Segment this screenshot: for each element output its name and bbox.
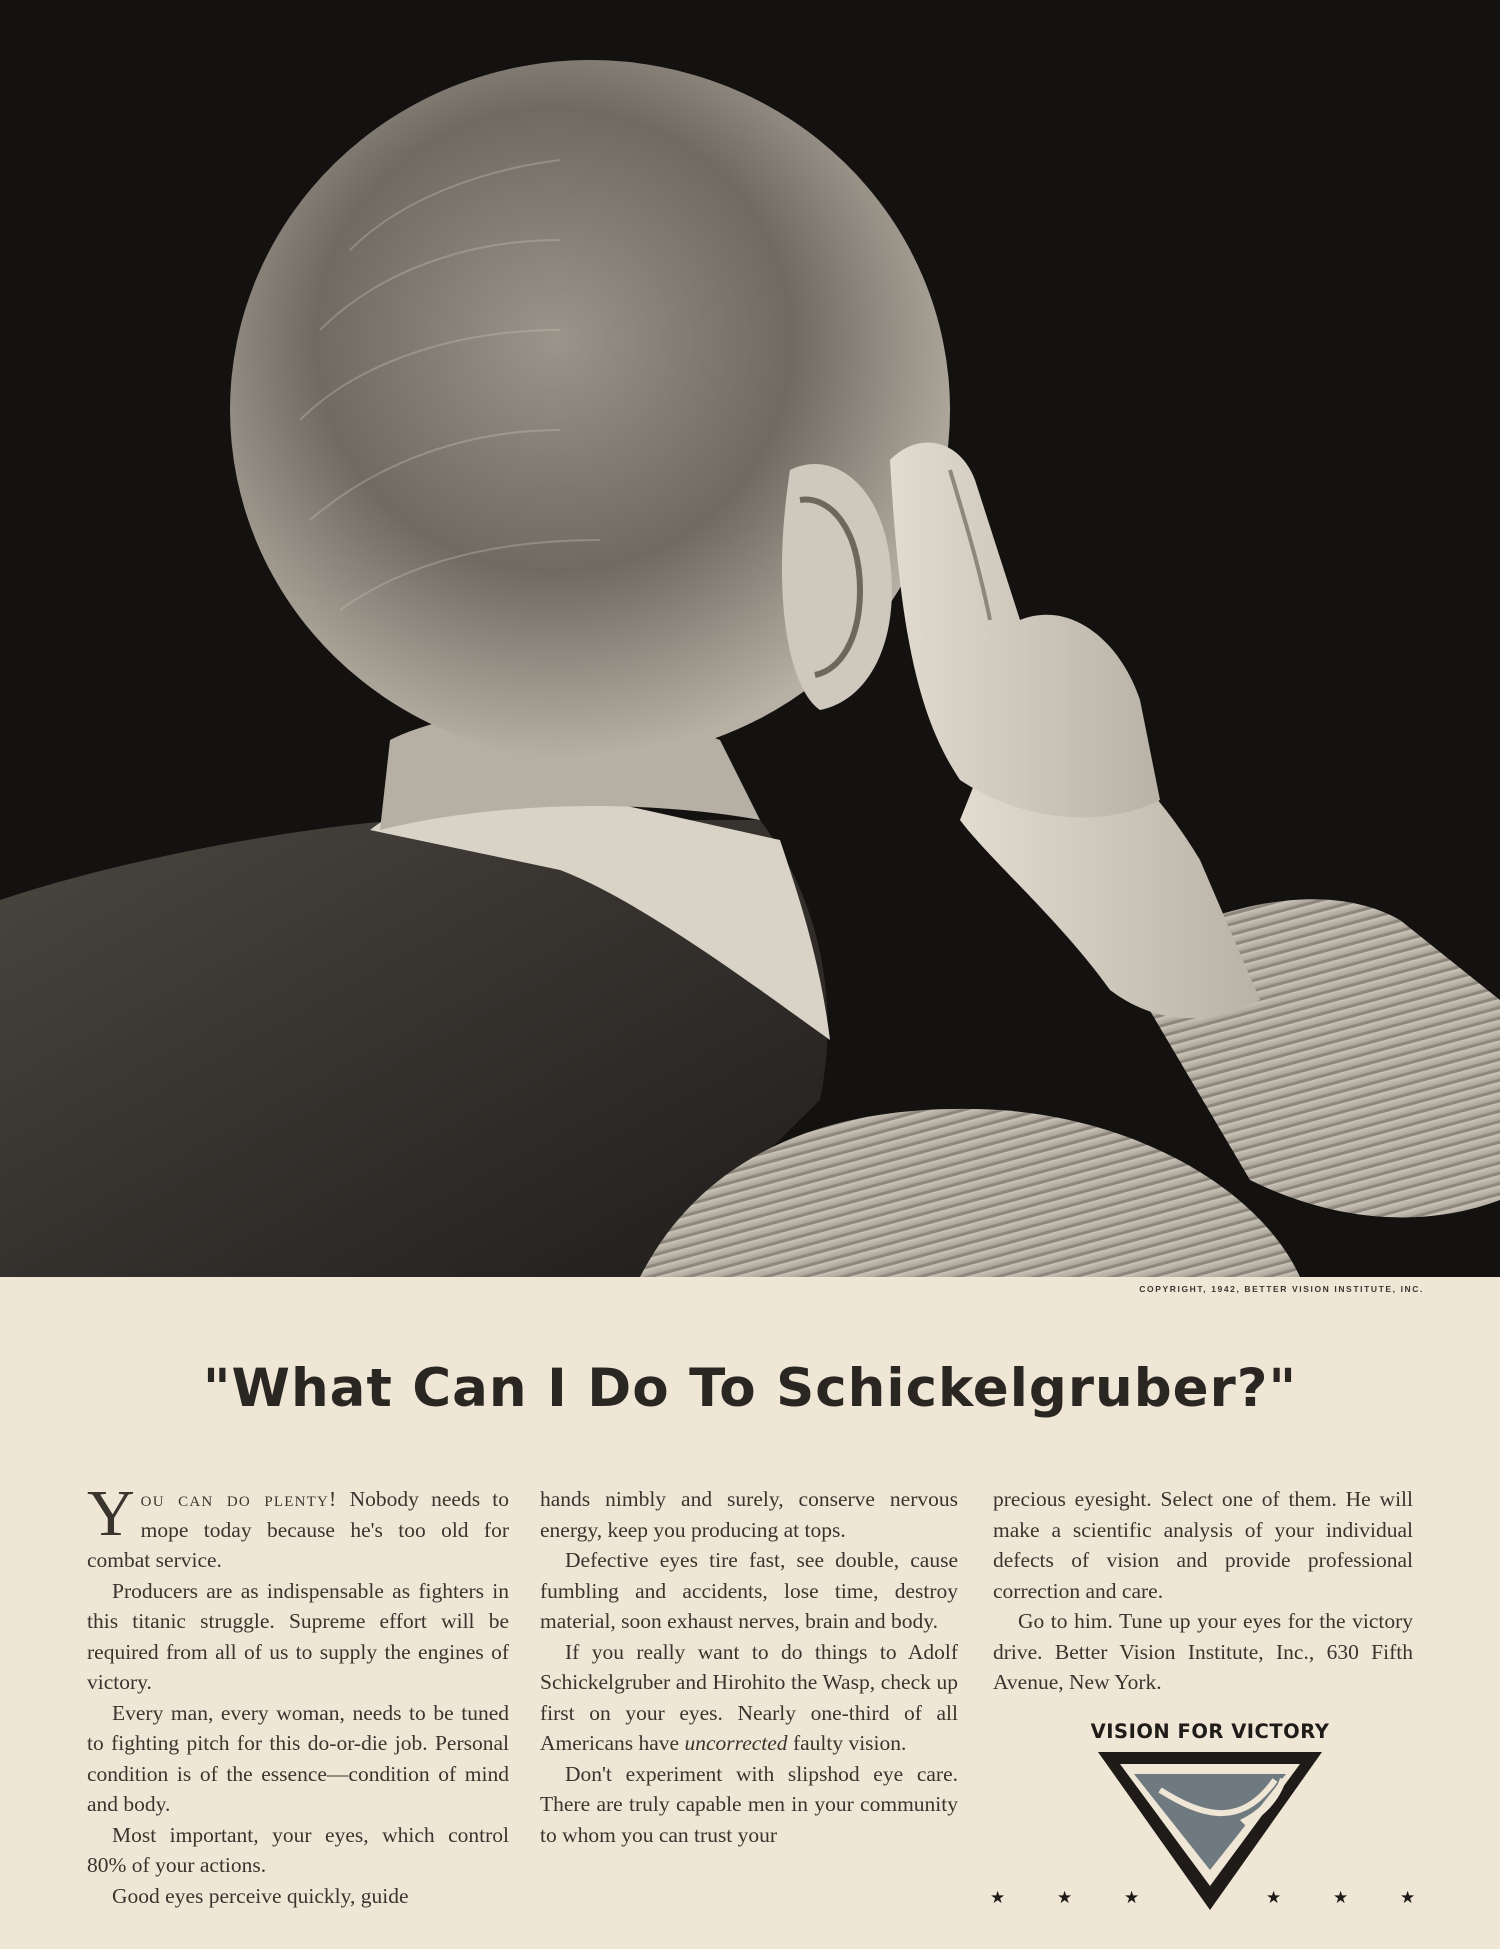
body-column-1: [87, 1477, 509, 1911]
star-icon: ★: [1266, 1888, 1282, 1908]
body-column-2: [540, 1484, 958, 1850]
paragraph-11: Go to him. Tune up your eyes for the victory drive. Better Vision Institute, Inc., 630 Fifth Avenue, New York.: [993, 1609, 1413, 1694]
paragraph-7: Defective eyes tire fast, see double, cause fumbling and accidents, lose time, destroy material, soon exhaust nerves, brain and body.: [540, 1548, 958, 1633]
paragraph-6: hands nimbly and surely, conserve nervous energy, keep you producing at tops.: [540, 1487, 958, 1542]
paragraph-4: Most important, your eyes, which control 80% of your actions.: [87, 1822, 509, 1877]
lead-in: ou can do plenty!: [140, 1487, 338, 1511]
paragraph-1: [87, 1477, 509, 1576]
star-icon: ★: [1333, 1888, 1349, 1908]
star-icon: ★: [990, 1888, 1006, 1908]
headline: "What Can I Do To Schickelgruber?": [202, 1358, 1298, 1419]
paragraph-10: precious eyesight. Select one of them. He will make a scientific analysis of your individual defects of vision and provide professional correction and care.: [993, 1487, 1413, 1603]
paragraph-3: Every man, every woman, needs to be tuned to fighting pitch for this do-or-die job. Personal condition is of the essence—condition of mind and body.: [87, 1700, 509, 1816]
star-icon: ★: [1124, 1888, 1140, 1908]
copyright-notice: COPYRIGHT, 1942, BETTER VISION INSTITUTE, INC.: [1139, 1284, 1424, 1294]
star-icon: ★: [1400, 1888, 1416, 1908]
drop-cap: Y: [87, 1477, 135, 1550]
star-icon: ★: [1057, 1888, 1073, 1908]
paragraph-2: Producers are as indispensable as fighters in this titanic struggle. Supreme effort will be required from all of us to supply the engines of victory.: [87, 1578, 509, 1694]
paragraph-1-text: Nobody needs to mope today because he's too old for combat service.: [87, 1487, 509, 1572]
emphasis-uncorrected: uncorrected: [684, 1731, 788, 1755]
logo-title: VISION FOR VICTORY: [1090, 1720, 1330, 1743]
paragraph-8: [540, 1637, 958, 1759]
body-column-3: [993, 1484, 1413, 1698]
paragraph-8-text: If you really want to do things to Adolf Schickelgruber and Hirohito the Wasp, check up first on your eyes. Nearly one-third of all Americans have: [540, 1639, 958, 1755]
paragraph-9: Don't experiment with slipshod eye care. There are truly capable men in your community to whom you can trust your: [540, 1761, 958, 1847]
stars-row: [990, 1888, 1420, 1912]
paragraph-5: Good eyes perceive quickly, guide: [112, 1883, 409, 1908]
paragraph-8-end: faulty vision.: [787, 1731, 907, 1755]
